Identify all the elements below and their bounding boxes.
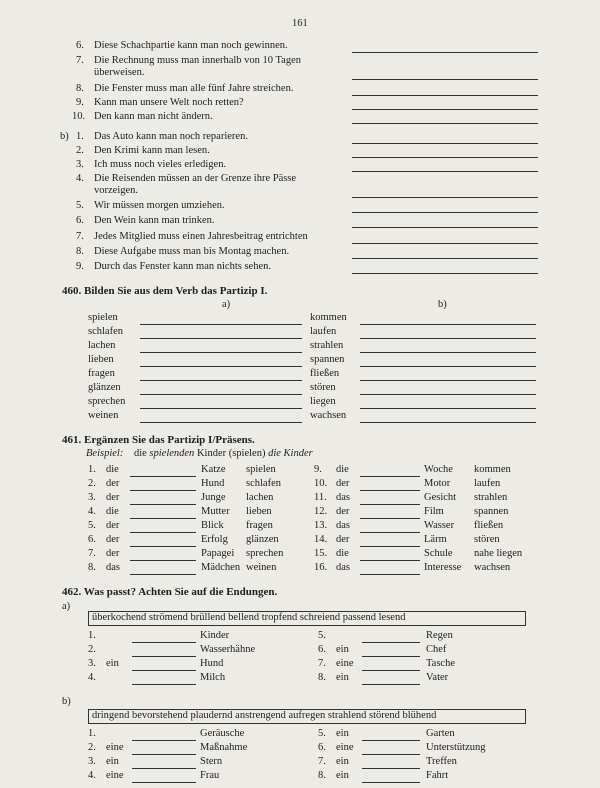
item-number: 3. xyxy=(88,492,96,503)
item-number: 6. xyxy=(318,742,326,753)
verb: fragen xyxy=(88,368,115,379)
word-list-b: dringend bevorstehend plaudernd anstrengend aufregen strahlend störend blühend xyxy=(92,710,437,721)
answer-line[interactable] xyxy=(352,79,538,80)
noun: Frau xyxy=(200,770,220,781)
part-b-label: b) xyxy=(62,696,71,707)
verb: spannen xyxy=(474,506,509,517)
sentence: Wir müssen morgen umziehen. xyxy=(94,200,225,211)
item-number: 7. xyxy=(318,658,326,669)
answer-line[interactable] xyxy=(140,338,302,339)
item-number: 9. xyxy=(76,97,84,108)
item-number: 5. xyxy=(318,630,326,641)
item-number: 8. xyxy=(76,83,84,94)
item-number: 7. xyxy=(76,55,84,66)
sentence: Den Krimi kann man lesen. xyxy=(94,145,210,156)
item-number: 13. xyxy=(314,520,328,531)
item-number: 5. xyxy=(76,200,84,211)
item-number: 4. xyxy=(88,506,96,517)
verb: weinen xyxy=(246,562,277,573)
article: eine xyxy=(106,742,124,753)
exercise-460-title: 460. Bilden Sie aus dem Verb das Partizip I. xyxy=(62,285,268,297)
noun: Schule xyxy=(424,548,453,559)
verb: lieben xyxy=(88,354,114,365)
answer-line[interactable] xyxy=(140,408,302,409)
answer-line[interactable] xyxy=(140,380,302,381)
example-label: Beispiel: xyxy=(86,448,124,459)
article: der xyxy=(336,534,350,545)
example-answer: spielenden xyxy=(149,448,195,459)
article: das xyxy=(336,562,350,573)
sentence: Die Rechnung muss man innerhalb von 10 Tagen xyxy=(94,55,301,66)
example-line xyxy=(86,448,313,460)
article: ein xyxy=(336,756,349,767)
exercise-462-title: 462. Was passt? Achten Sie auf die Endungen. xyxy=(62,586,278,598)
noun: Unterstützung xyxy=(426,742,486,753)
answer-line[interactable] xyxy=(352,52,538,53)
example-result: die Kinder xyxy=(268,448,313,459)
answer-line[interactable] xyxy=(362,656,420,657)
sentence: Kann man unsere Welt noch retten? xyxy=(94,97,244,108)
column-a-label: a) xyxy=(222,299,231,310)
answer-line[interactable] xyxy=(352,197,538,198)
article: der xyxy=(106,534,120,545)
item-number: 6. xyxy=(76,40,84,51)
item-number: 8. xyxy=(88,562,96,573)
answer-line[interactable] xyxy=(360,394,536,395)
item-number: 14. xyxy=(314,534,328,545)
exercise-461-title: 461. Ergänzen Sie das Partizip I/Präsens. xyxy=(62,434,255,446)
verb: sprechen xyxy=(246,548,284,559)
item-number: 2. xyxy=(88,644,96,655)
verb: weinen xyxy=(88,410,119,421)
noun: Hund xyxy=(200,658,224,669)
verb: laufen xyxy=(310,326,337,337)
verb: schlafen xyxy=(88,326,123,337)
answer-line[interactable] xyxy=(360,504,420,505)
sentence-cont: vorzeigen. xyxy=(94,185,139,196)
item-number: 7. xyxy=(76,231,84,242)
answer-line[interactable] xyxy=(352,157,538,158)
item-number: 2. xyxy=(88,742,96,753)
verb: spielen xyxy=(246,464,276,475)
answer-line[interactable] xyxy=(362,670,420,671)
verb: glänzen xyxy=(88,382,121,393)
item-number: 3. xyxy=(88,756,96,767)
verb: wachsen xyxy=(474,562,511,573)
answer-line[interactable] xyxy=(130,532,196,533)
answer-line[interactable] xyxy=(140,324,302,325)
answer-line[interactable] xyxy=(360,352,536,353)
answer-line[interactable] xyxy=(352,95,538,96)
sentence: Den Wein kann man trinken. xyxy=(94,215,215,226)
answer-line[interactable] xyxy=(360,324,536,325)
article: eine xyxy=(336,658,354,669)
item-number: 3. xyxy=(76,159,84,170)
verb: liegen xyxy=(310,396,336,407)
noun: Junge xyxy=(201,492,226,503)
noun: Mutter xyxy=(201,506,230,517)
article: eine xyxy=(106,770,124,781)
answer-line[interactable] xyxy=(360,408,536,409)
verb: fragen xyxy=(246,520,273,531)
column-b-label: b) xyxy=(438,299,447,310)
article: der xyxy=(106,548,120,559)
item-number: 5. xyxy=(318,728,326,739)
answer-line[interactable] xyxy=(360,422,536,423)
part-a-label: a) xyxy=(62,601,71,612)
verb: schlafen xyxy=(246,478,281,489)
answer-line[interactable] xyxy=(352,243,538,244)
item-number: 1. xyxy=(88,728,96,739)
word-box-b xyxy=(88,709,526,724)
word-box-a xyxy=(88,611,526,626)
noun: Papagei xyxy=(201,548,235,559)
verb: strahlen xyxy=(310,340,344,351)
noun: Regen xyxy=(426,630,453,641)
answer-line[interactable] xyxy=(360,574,420,575)
answer-line[interactable] xyxy=(132,740,196,741)
noun: Film xyxy=(424,506,444,517)
sentence-cont: überweisen. xyxy=(94,67,145,78)
answer-line[interactable] xyxy=(130,574,196,575)
answer-line[interactable] xyxy=(360,476,420,477)
answer-line[interactable] xyxy=(362,754,420,755)
sentence: Diese Schachpartie kann man noch gewinnen. xyxy=(94,40,288,51)
example-article: die xyxy=(133,448,147,459)
answer-line[interactable] xyxy=(352,273,538,274)
verb: stören xyxy=(310,382,336,393)
verb: kommen xyxy=(310,312,347,323)
noun: Milch xyxy=(200,672,226,683)
example-verb: Kinder (spielen) xyxy=(196,448,266,459)
item-number: 9. xyxy=(76,261,84,272)
answer-line[interactable] xyxy=(362,642,420,643)
noun: Woche xyxy=(424,464,453,475)
answer-line[interactable] xyxy=(360,338,536,339)
verb: lachen xyxy=(246,492,274,503)
noun: Gesicht xyxy=(424,492,457,503)
sentence: Ich muss noch vieles erledigen. xyxy=(94,159,227,170)
verb: nahe liegen xyxy=(474,548,523,559)
answer-line[interactable] xyxy=(352,227,538,228)
verb: lieben xyxy=(246,506,272,517)
noun: Motor xyxy=(424,478,451,489)
item-number: 4. xyxy=(88,770,96,781)
noun: Chef xyxy=(426,644,447,655)
answer-line[interactable] xyxy=(352,171,538,172)
answer-line[interactable] xyxy=(352,212,538,213)
answer-line[interactable] xyxy=(360,518,420,519)
answer-line[interactable] xyxy=(130,490,196,491)
noun: Lärm xyxy=(424,534,447,545)
item-number: 4. xyxy=(76,173,84,184)
item-number: 8. xyxy=(318,770,326,781)
answer-line[interactable] xyxy=(140,366,302,367)
noun: Kinder xyxy=(200,630,230,641)
answer-line[interactable] xyxy=(352,123,538,124)
item-number: 10. xyxy=(314,478,328,489)
item-number: 2. xyxy=(76,145,84,156)
noun: Stern xyxy=(200,756,223,767)
noun: Tasche xyxy=(426,658,455,669)
item-number: 16. xyxy=(314,562,328,573)
verb: sprechen xyxy=(88,396,126,407)
answer-line[interactable] xyxy=(362,782,420,783)
noun: Erfolg xyxy=(201,534,228,545)
noun: Hund xyxy=(201,478,225,489)
item-number: 12. xyxy=(314,506,328,517)
item-number: 8. xyxy=(76,246,84,257)
article: der xyxy=(336,506,350,517)
sentence: Jedes Mitglied muss einen Jahresbeitrag entrichten xyxy=(94,231,308,242)
article: das xyxy=(106,562,120,573)
noun: Geräusche xyxy=(200,728,245,739)
sentence: Die Reisenden müssen an der Grenze ihre Pässe xyxy=(94,173,297,184)
item-number: 8. xyxy=(318,672,326,683)
noun: Interesse xyxy=(424,562,462,573)
sentence: Den kann man nicht ändern. xyxy=(94,111,213,122)
sentence: Diese Aufgabe muss man bis Montag machen. xyxy=(94,246,290,257)
noun: Wasserhähne xyxy=(200,644,256,655)
answer-line[interactable] xyxy=(360,490,420,491)
noun: Katze xyxy=(201,464,226,475)
sentence: Die Fenster muss man alle fünf Jahre streichen. xyxy=(94,83,294,94)
article: der xyxy=(106,492,120,503)
article: ein xyxy=(106,658,119,669)
word-list-a: überkochend strömend brüllend bellend tropfend schreiend passend lesend xyxy=(92,612,406,623)
answer-line[interactable] xyxy=(362,684,420,685)
verb: fließen xyxy=(474,520,504,531)
answer-line[interactable] xyxy=(130,560,196,561)
answer-line[interactable] xyxy=(360,546,420,547)
article: ein xyxy=(336,672,349,683)
article: die xyxy=(106,464,119,475)
verb: laufen xyxy=(474,478,501,489)
noun: Vater xyxy=(426,672,449,683)
answer-line[interactable] xyxy=(130,546,196,547)
item-number: 3. xyxy=(88,658,96,669)
answer-line[interactable] xyxy=(352,109,538,110)
article: ein xyxy=(336,644,349,655)
answer-line[interactable] xyxy=(360,366,536,367)
answer-line[interactable] xyxy=(132,754,196,755)
answer-line[interactable] xyxy=(360,560,420,561)
verb: glänzen xyxy=(246,534,279,545)
verb: wachsen xyxy=(310,410,347,421)
answer-line[interactable] xyxy=(140,352,302,353)
answer-line[interactable] xyxy=(140,394,302,395)
article: ein xyxy=(106,756,119,767)
verb: strahlen xyxy=(474,492,508,503)
verb: kommen xyxy=(474,464,511,475)
item-number: 6. xyxy=(76,215,84,226)
article: die xyxy=(336,548,349,559)
article: die xyxy=(336,464,349,475)
answer-line[interactable] xyxy=(130,518,196,519)
answer-line[interactable] xyxy=(132,782,196,783)
answer-line[interactable] xyxy=(132,684,196,685)
item-number: 7. xyxy=(88,548,96,559)
noun: Treffen xyxy=(426,756,457,767)
sentence: Das Auto kann man noch reparieren. xyxy=(94,131,248,142)
item-number: 9. xyxy=(314,464,322,475)
item-number: 6. xyxy=(88,534,96,545)
sentence: Durch das Fenster kann man nichts sehen. xyxy=(94,261,271,272)
item-number: 6. xyxy=(318,644,326,655)
noun: Fahrt xyxy=(426,770,449,781)
noun: Mädchen xyxy=(201,562,241,573)
answer-line[interactable] xyxy=(132,642,196,643)
verb: spannen xyxy=(310,354,345,365)
item-number: 2. xyxy=(88,478,96,489)
answer-line[interactable] xyxy=(352,143,538,144)
item-number: 1. xyxy=(76,131,84,142)
verb: fließen xyxy=(310,368,340,379)
article: eine xyxy=(336,742,354,753)
answer-line[interactable] xyxy=(132,670,196,671)
item-number: 15. xyxy=(314,548,328,559)
item-number: 1. xyxy=(88,464,96,475)
noun: Maßnahme xyxy=(200,742,248,753)
answer-line[interactable] xyxy=(130,504,196,505)
answer-line[interactable] xyxy=(140,422,302,423)
answer-line[interactable] xyxy=(362,740,420,741)
article: der xyxy=(336,478,350,489)
item-number: 7. xyxy=(318,756,326,767)
article: der xyxy=(106,520,120,531)
article: ein xyxy=(336,770,349,781)
article: das xyxy=(336,492,350,503)
noun: Garten xyxy=(426,728,455,739)
part-b-label: b) xyxy=(60,131,69,142)
article: die xyxy=(106,506,119,517)
verb: stören xyxy=(474,534,500,545)
answer-line[interactable] xyxy=(352,258,538,259)
article: das xyxy=(336,520,350,531)
noun: Blick xyxy=(201,520,224,531)
verb: spielen xyxy=(88,312,118,323)
answer-line[interactable] xyxy=(132,768,196,769)
item-number: 1. xyxy=(88,630,96,641)
item-number: 4. xyxy=(88,672,96,683)
item-number: 5. xyxy=(88,520,96,531)
answer-line[interactable] xyxy=(360,380,536,381)
article: ein xyxy=(336,728,349,739)
answer-line[interactable] xyxy=(130,476,196,477)
item-number: 10. xyxy=(72,111,86,122)
article: der xyxy=(106,478,120,489)
noun: Wasser xyxy=(424,520,455,531)
verb: lachen xyxy=(88,340,116,351)
answer-line[interactable] xyxy=(360,532,420,533)
answer-line[interactable] xyxy=(132,656,196,657)
answer-line[interactable] xyxy=(362,768,420,769)
page-number: 161 xyxy=(292,18,308,29)
item-number: 11. xyxy=(314,492,327,503)
